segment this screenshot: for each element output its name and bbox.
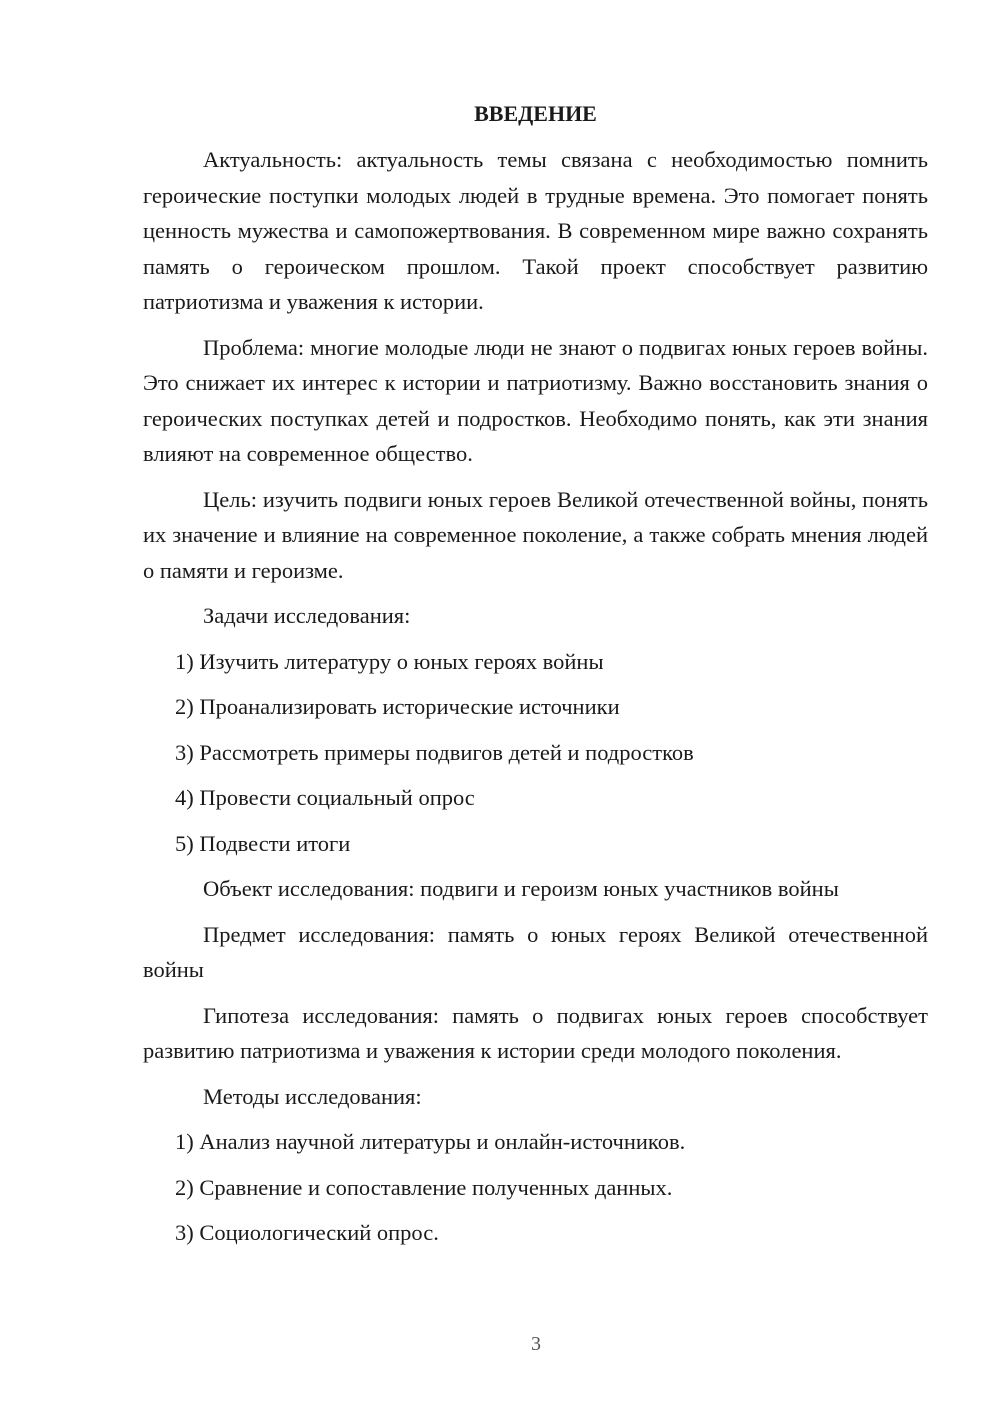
method-item: 1) Анализ научной литературы и онлайн-источников. bbox=[175, 1129, 686, 1154]
hypothesis-paragraph: Гипотеза исследования: память о подвигах юных героев способствует развитию патриотизма и уважения к истории среди молодого поколения. bbox=[143, 1002, 928, 1063]
task-item: 5) Подвести итоги bbox=[175, 830, 351, 856]
goal-paragraph: Цель: изучить подвиги юных героев Великой отечественной войны, понять их значение и влияние на современное поколение, а также собрать мнения людей о памяти и героизме. bbox=[143, 486, 928, 583]
problem-paragraph: Проблема: многие молодые люди не знают о подвигах юных героев войны. Это снижает их интерес к истории и патриотизму. Важно восстановить знания о героических поступках детей и подростков. Необходимо понять, как эти знания влияют на современное общество. bbox=[143, 334, 928, 466]
actuality-paragraph: Актуальность: актуальность темы связана с необходимостью помнить героические поступки молодых людей в трудные времена. Это помогает понять ценность мужества и самопожертвования. В современном мире важно сохранять память о героическом прошлом. Такой проект способствует развитию патриотизма и уважения к истории. bbox=[143, 147, 928, 314]
task-item: 1) Изучить литературу о юных героях войны bbox=[175, 648, 604, 674]
method-item: 2) Сравнение и сопоставление полученных данных. bbox=[175, 1174, 673, 1200]
methods-heading: Методы исследования: bbox=[203, 1083, 422, 1109]
page-content bbox=[143, 96, 928, 1261]
task-item: 2) Проанализировать исторические источники bbox=[175, 694, 620, 719]
subject-paragraph: Предмет исследования: память о юных героях Великой отечественной войны bbox=[143, 921, 928, 982]
task-item: 3) Рассмотреть примеры подвигов детей и подростков bbox=[175, 739, 694, 765]
tasks-heading: Задачи исследования: bbox=[203, 603, 411, 628]
object-paragraph: Объект исследования: подвиги и героизм юных участников войны bbox=[203, 876, 839, 901]
page-number: 3 bbox=[531, 1333, 541, 1355]
section-title: ВВЕДЕНИЕ bbox=[474, 101, 597, 126]
task-item: 4) Провести социальный опрос bbox=[175, 785, 475, 810]
method-item: 3) Социологический опрос. bbox=[175, 1220, 439, 1245]
